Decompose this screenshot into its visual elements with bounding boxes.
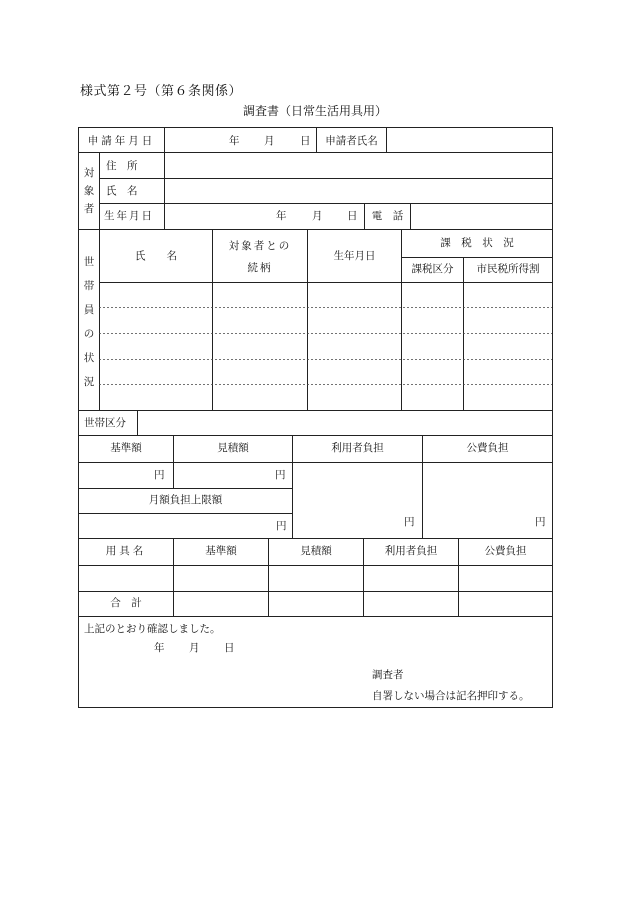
applicant-name-field[interactable] xyxy=(387,128,552,152)
confirmation-year-label: 年 xyxy=(154,642,165,654)
household-tax-header: 課 税 状 況 xyxy=(440,237,514,249)
cost-public-burden-label: 公費負担 xyxy=(466,442,509,454)
household-category-field[interactable] xyxy=(138,411,552,436)
household-label-3: 員 xyxy=(83,304,95,316)
subject-birth-year-label: 年 xyxy=(276,210,287,222)
subject-birth-month-label: 月 xyxy=(312,210,323,222)
household-relation-header-2: 続柄 xyxy=(247,262,273,274)
household-name-header: 氏 名 xyxy=(135,250,177,262)
public-burden-yen: 円 xyxy=(535,516,546,528)
household-label-1: 世 xyxy=(83,256,95,268)
subject-name-field[interactable] xyxy=(165,179,552,203)
cost-estimate-yen: 円 xyxy=(275,469,286,481)
confirmation-text: 上記のとおり確認しました。 xyxy=(84,623,221,635)
cost-estimate-label: 見積額 xyxy=(217,442,249,454)
subject-label-2: 象 xyxy=(83,185,95,197)
monthly-cap-yen: 円 xyxy=(276,520,287,532)
items-total-label: 合 計 xyxy=(110,597,142,609)
form-title: 調査書（日常生活用具用） xyxy=(242,104,387,118)
subject-phone-field[interactable] xyxy=(411,204,552,229)
user-burden-yen: 円 xyxy=(404,516,415,528)
items-estimate-label: 見積額 xyxy=(300,545,332,557)
confirmation-day-label: 日 xyxy=(224,642,235,654)
subject-address-field[interactable] xyxy=(165,153,552,178)
application-year-label: 年 xyxy=(229,135,240,147)
subject-label-1: 対 xyxy=(83,167,95,179)
subject-name-label: 氏 名 xyxy=(106,185,138,197)
household-birth-header: 生年月日 xyxy=(333,250,376,262)
household-tax-income-header: 市民税所得割 xyxy=(476,263,540,275)
subject-phone-label: 電 話 xyxy=(371,210,404,222)
applicant-name-label: 申請者氏名 xyxy=(325,135,378,147)
form-number: 様式第２号（第６条関係） xyxy=(80,84,243,99)
cost-base-label: 基準額 xyxy=(110,442,142,454)
monthly-cap-label: 月額負担上限額 xyxy=(148,494,223,506)
subject-label-3: 者 xyxy=(83,203,95,215)
items-name-label: 用具名 xyxy=(105,545,147,557)
subject-birth-label: 生年月日 xyxy=(104,210,154,222)
items-base-label: 基準額 xyxy=(205,545,237,557)
application-day-label: 日 xyxy=(300,135,311,147)
items-public-burden-label: 公費負担 xyxy=(484,545,527,557)
application-date-label: 申請年月日 xyxy=(87,135,156,147)
household-label-5: 状 xyxy=(83,352,95,364)
household-label-4: の xyxy=(83,328,95,340)
cost-user-burden-label: 利用者負担 xyxy=(331,442,384,454)
cost-base-yen: 円 xyxy=(154,469,165,481)
confirmation-month-label: 月 xyxy=(189,642,200,654)
household-tax-class-header: 課税区分 xyxy=(411,263,454,275)
subject-birth-day-label: 日 xyxy=(347,210,358,222)
subject-address-label: 住 所 xyxy=(106,160,138,172)
household-category-label: 世帯区分 xyxy=(84,417,126,429)
household-relation-header-1: 対象者との xyxy=(228,240,292,252)
investigator-label: 調査者 xyxy=(372,669,404,681)
items-user-burden-label: 利用者負担 xyxy=(384,545,438,557)
application-month-label: 月 xyxy=(264,135,275,147)
household-label-6: 況 xyxy=(83,376,95,388)
household-label-2: 帯 xyxy=(83,280,95,292)
signature-note: 自署しない場合は記名押印する。 xyxy=(372,690,530,702)
